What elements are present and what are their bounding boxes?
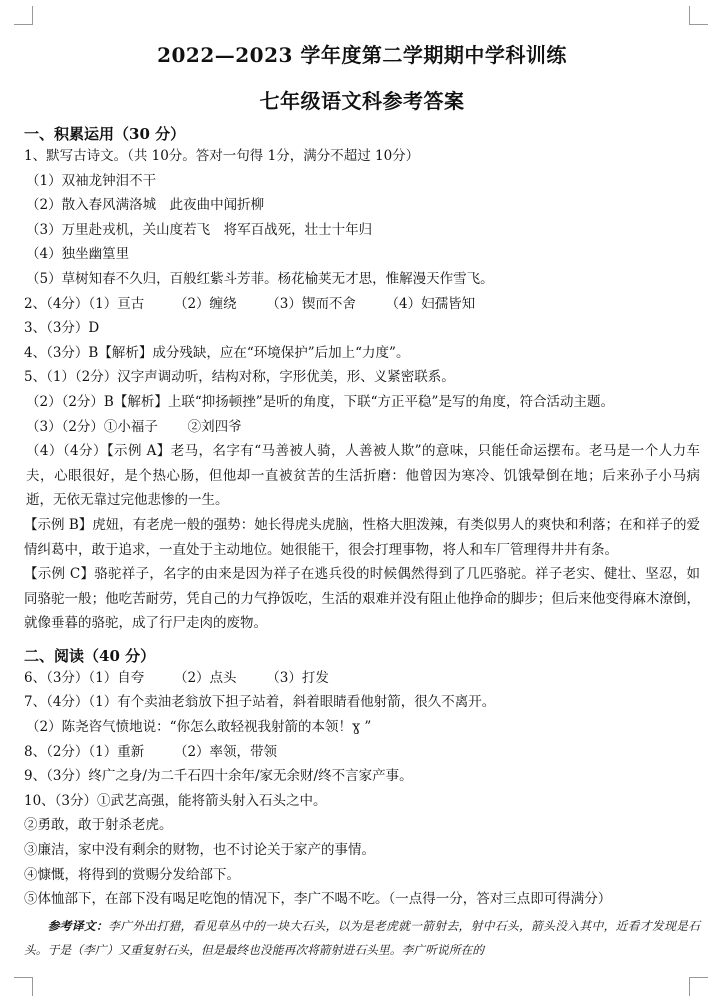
example-c: 【示例 C】骆驼祥子，名字的由来是因为祥子在逃兵役的时候偶然得到了几匹骆驼。祥子老实、健壮、坚忍，如同骆驼一般；他吃苦耐劳，凭自己的力气挣饭吃，生活的艰难并没有阻止他挣命的脚步；但后来他变得麻木潦倒，就像垂暮的骆驼，成了行尸走肉的废物。	[24, 566, 700, 632]
q8-part-1: 8、（2分）（1）重新	[24, 743, 145, 760]
crop-mark-top-right	[689, 6, 708, 25]
q1-item-1: （1）双袖龙钟泪不干	[26, 172, 157, 189]
crop-mark-bottom-right	[689, 977, 708, 996]
section-heading-reading: 二、阅读（40 分）	[24, 646, 156, 665]
question-9: 9、（3分）终广之身/为二千石四十余年/家无余财/终不言家产事。	[24, 768, 413, 785]
translation-label: 参考译文：	[47, 918, 109, 933]
question-5-part-4-example-a: （4）（4分）【示例 A】老马，名字有“马善被人骑，人善被人欺”的意味，只能任命运摆布。老马是一个人力车夫，心眼很好，是个热心肠，但他却一直被贫苦的生活折磨：他曾因为寒冷、饥饿晕倒在地；后来孙子小马病逝，无依无靠过完他悲惨的一生。	[26, 443, 700, 509]
q2-part-4: （4）妇孺皆知	[385, 295, 476, 312]
q6-part-3: （3）打发	[266, 669, 329, 686]
q8-part-2: （2）率领，带领	[173, 743, 278, 760]
crop-mark-top-left	[14, 6, 33, 25]
q1-item-3: （3）万里赴戎机，关山度若飞 将军百战死，壮士十年归	[26, 221, 373, 238]
q2-part-3: （3）锲而不舍	[266, 295, 356, 312]
q6-part-2: （2）点头	[173, 669, 237, 686]
q1-item-5: （5）草树知春不久归，百般红紫斗芳菲。杨花榆荚无才思，惟解漫天作雪飞。	[26, 270, 494, 287]
question-5-part-3	[24, 415, 700, 440]
q10-item-3: ③廉洁，家中没有剩余的财物，也不讨论关于家产的事情。	[24, 842, 375, 859]
q10-item-2: ②勇敢，敢于射杀老虎。	[24, 817, 173, 834]
question-1-intro: 1、默写古诗文。（共 10分。答对一句得 1分，满分不超过 10分）	[24, 148, 420, 164]
q1-item-2: （2）散入春风满洛城 此夜曲中闻折柳	[26, 197, 265, 214]
question-5-part-2: （2）（2分）B【解析】上联“抑扬顿挫”是听的角度，下联“方正平稳”是写的角度，符合活动主题。	[26, 393, 614, 410]
question-3: 3、（3分）D	[24, 320, 100, 337]
question-7-part-1: 7、（4分）（1）有个卖油老翁放下担子站着，斜着眼睛看他射箭，很久不离开。	[24, 694, 496, 711]
q10-item-4: ④慷慨，将得到的赏赐分发给部下。	[24, 866, 240, 883]
document-subtitle: 七年级语文科参考答案	[259, 89, 465, 113]
answer-sheet	[24, 40, 700, 962]
example-b: 【示例 B】虎妞，有老虎一般的强势：她长得虎头虎脑，性格大胆泼辣，有类似男人的爽快和利落；在和祥子的爱情纠葛中，敢于追求，一直处于主动地位。她很能干，很会打理事物，将人和车厂管理得井井有条。	[24, 516, 700, 558]
question-8	[24, 740, 700, 765]
question-2	[24, 292, 700, 317]
q5-3-answer-b: ②刘四爷	[187, 418, 242, 435]
q6-part-1: 6、（3分）（1）自夸	[24, 669, 145, 686]
q2-part-2: （2）缠绕	[173, 295, 237, 312]
q1-item-4: （4）独坐幽篁里	[26, 246, 130, 263]
q5-3-answer-a: （3）（2分）①小福子	[26, 418, 158, 435]
reference-translation	[24, 914, 700, 962]
section-heading-accumulation: 一、积累运用（30 分）	[24, 125, 186, 143]
q10-item-5: ⑤体恤部下，在部下没有喝足吃饱的情况下，李广不喝不吃。（一点得一分，答对三点即可得满分）	[24, 891, 612, 908]
question-5-part-1: 5、（1）（2分）汉字声调动听，结构对称，字形优美，形、义紧密联系。	[24, 369, 455, 386]
translation-text: 李广外出打猎，看见草丛中的一块大石头，以为是老虎就一箭射去，射中石头，箭头没入其中，近看才发现是石头。于是（李广）又重复射石头，但是最终也没能再次将箭射进石头里。李广听说所在的	[24, 918, 700, 957]
question-7-part-2: （2）陈尧咨气愤地说：“你怎么敢轻视我射箭的本领！ɣ ”	[26, 719, 372, 736]
question-6	[24, 666, 700, 691]
question-4: 4、（3分）B【解析】成分残缺，应在“环境保护”后加上“力度”。	[24, 344, 410, 361]
q2-part-1: 2、（4分）（1）亘古	[24, 295, 145, 312]
document-title: 2022—2023 学年度第二学期期中学科训练	[157, 43, 567, 67]
question-10-intro: 10、（3分）①武艺高强，能将箭头射入石头之中。	[24, 792, 327, 809]
crop-mark-bottom-left	[14, 977, 33, 996]
